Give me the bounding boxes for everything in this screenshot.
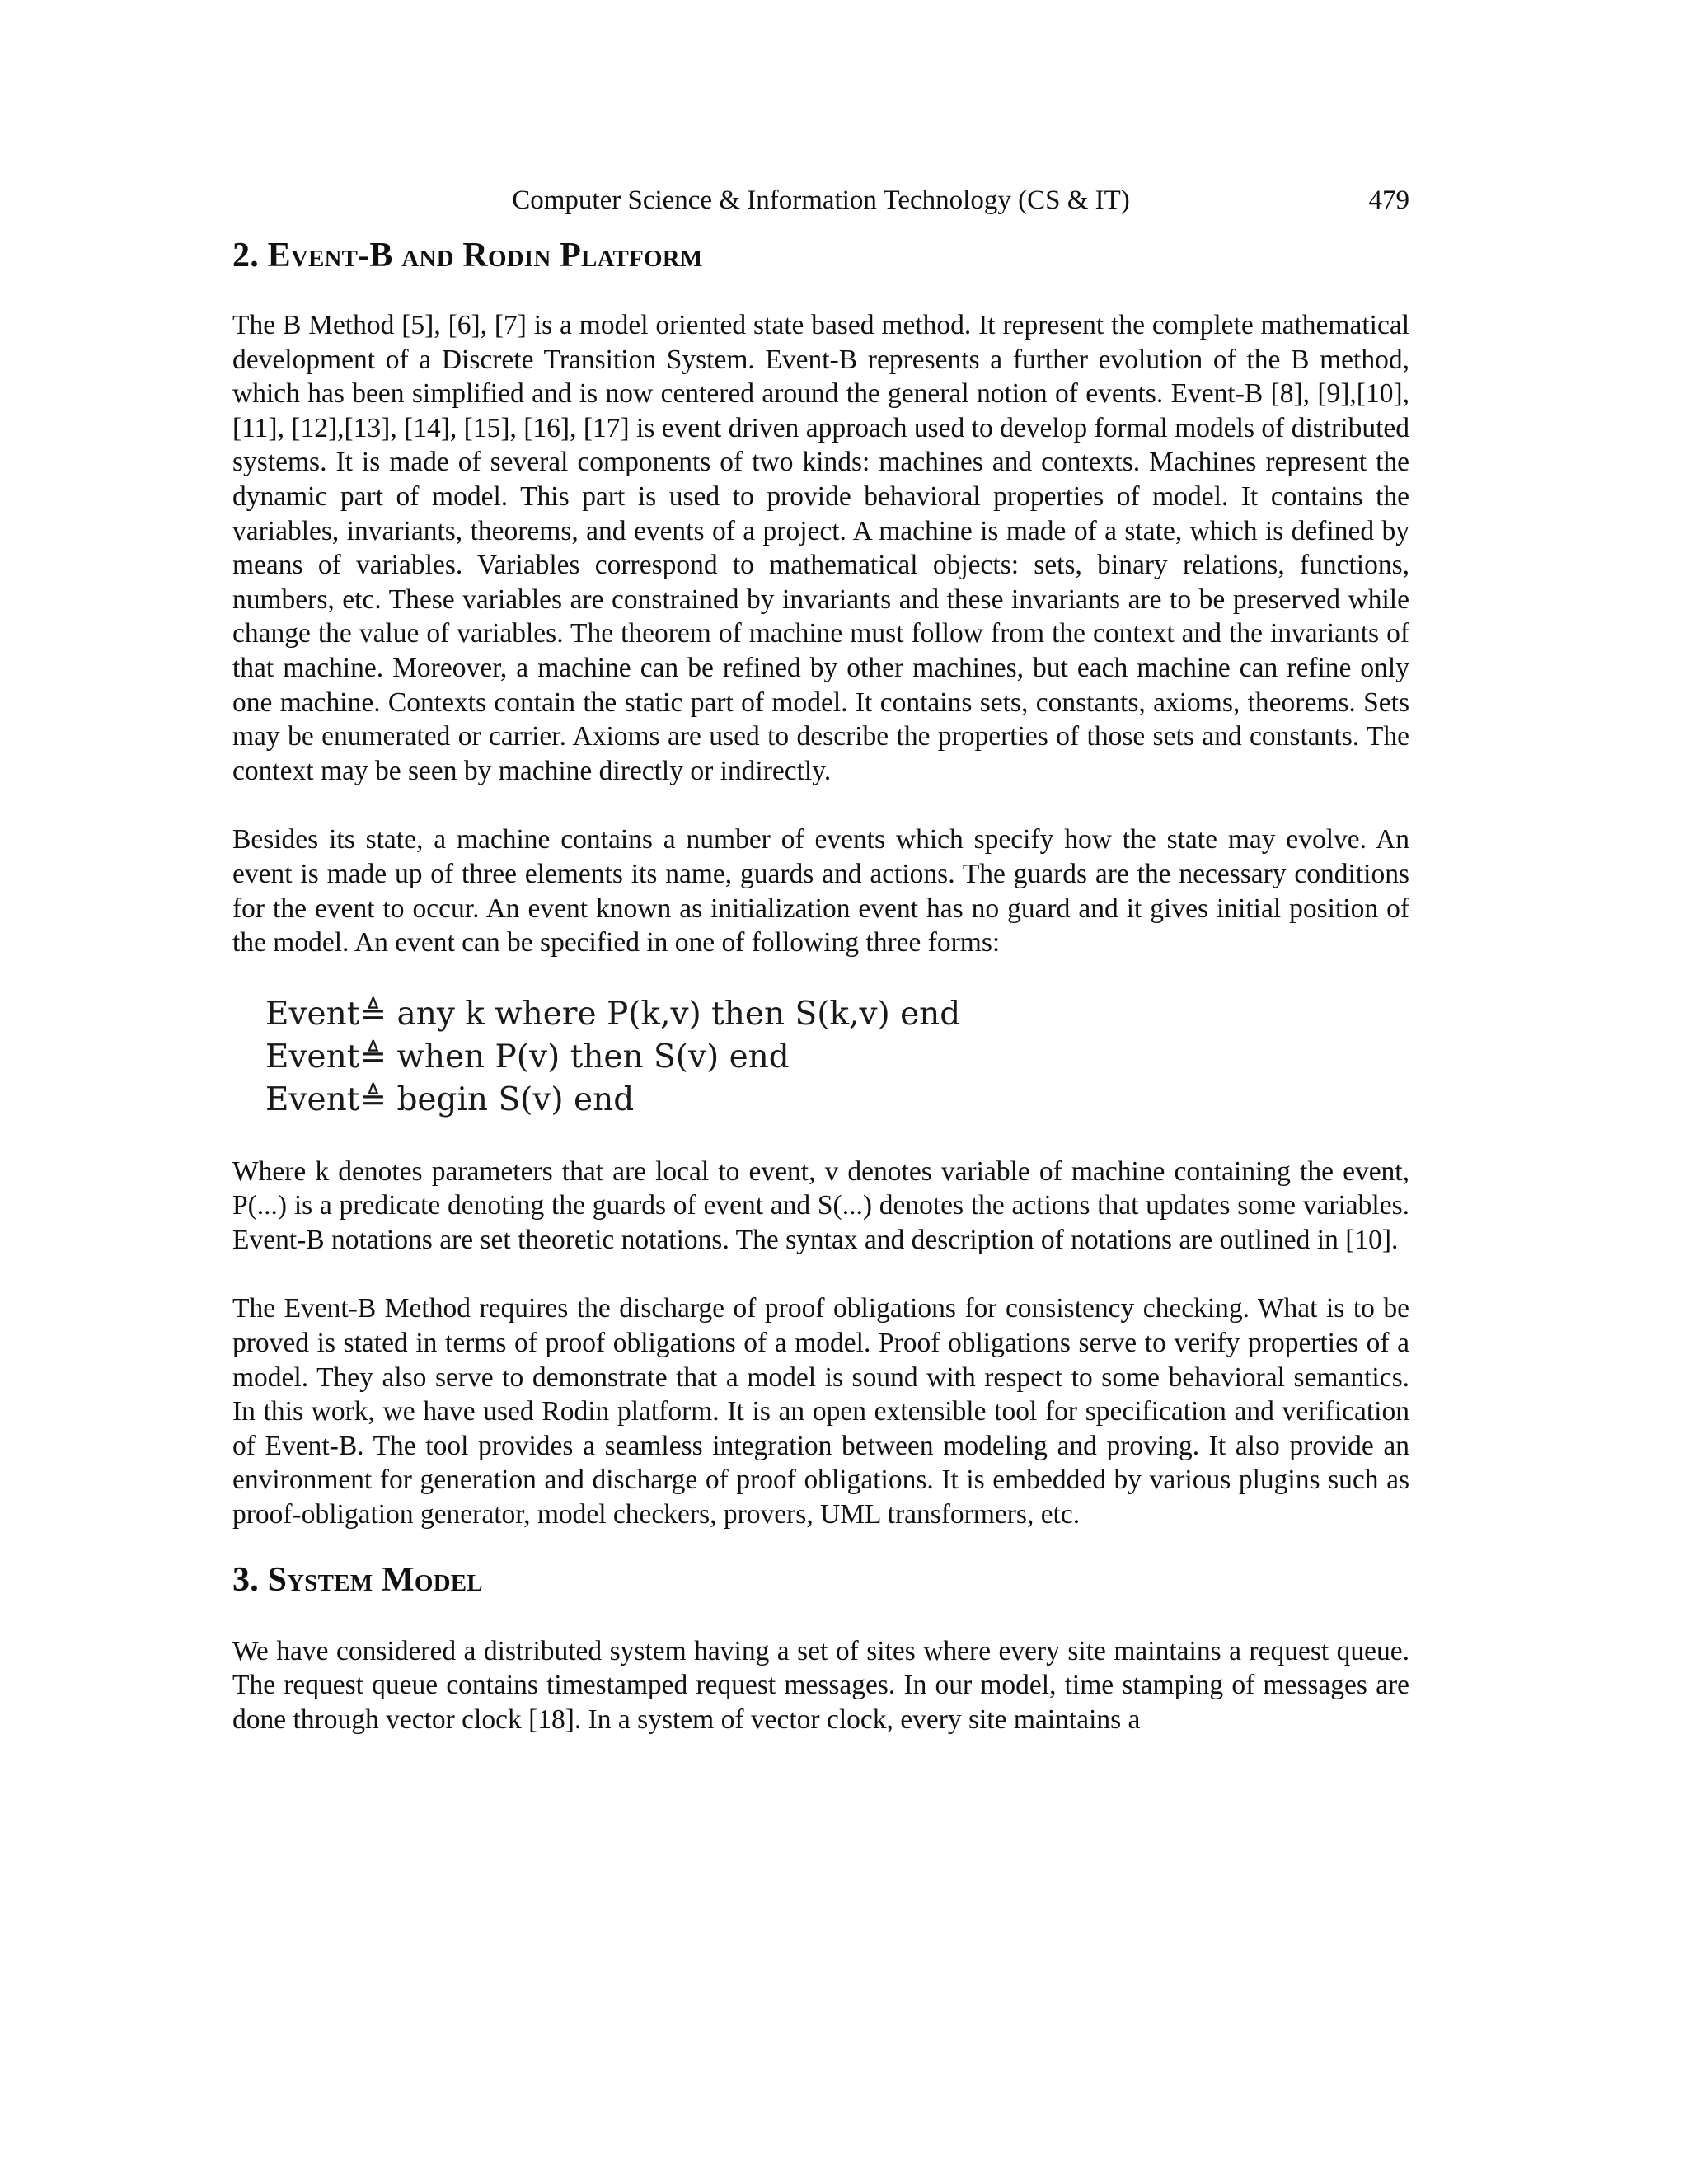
section-heading-system-model: 3. System Model (232, 1560, 483, 1599)
page-number: 479 (1368, 185, 1409, 215)
formula-begin: Event≜ begin S(v) end (265, 1080, 635, 1118)
running-header (232, 183, 1409, 218)
page-content (232, 231, 1409, 1736)
paragraph-machine-events: Besides its state, a machine contains a number of events which specify how the state may evolve. An event is made up of three elements its name, guards and actions. The guards are the necessary conditions for the event to occur. An event known as initialization event has no guard and it gives initial position of the model. An event can be specified in one of following three forms: (232, 824, 1409, 958)
paragraph-system-model: We have considered a distributed system having a set of sites where every site maintains a request queue. The request queue contains timestamped request messages. In our model, time stamping of messages are done through vector clock [18]. In a system of vector clock, every site maintains a (232, 1635, 1409, 1735)
journal-title: Computer Science & Information Technology (CS & IT) (512, 185, 1130, 215)
paragraph-proof-obligations: The Event-B Method requires the discharge of proof obligations for consistency checking. What is to be proved is stated in terms of proof obligations of a model. Proof obligations serve to verify properties of a model. They also serve to demonstrate that a model is sound with respect to some behavioral semantics. In this work, we have used Rodin platform. It is an open extensible tool for specification and verification of Event-B. The tool provides a seamless integration between modeling and proving. It also provide an environment for generation and discharge of proof obligations. It is embedded by various plugins such as proof-obligation generator, model checkers, provers, UML transformers, etc. (232, 1293, 1409, 1530)
formula-any: Event≜ any k where P(k,v) then S(k,v) end (265, 995, 961, 1033)
section-heading-event-b: 2. Event-B and Rodin Platform (232, 237, 703, 274)
paragraph-b-method: The B Method [5], [6], [7] is a model oriented state based method. It represent the complete mathematical development of a Discrete Transition System. Event-B represents a further evolution of the B method, which has been simplified and is now centered around the general notion of events. Event-B [8], [9],[10], [11], [12],[13], [14], [15], [16], [17] is event driven approach used to develop formal models of distributed systems. It is made of several components of two kinds: machines and contexts. Machines represent the dynamic part of model. This part is used to provide behavioral properties of model. It contains the variables, invariants, theorems, and events of a project. A machine is made of a state, which is defined by means of variables. Variables correspond to mathematical objects: sets, binary relations, functions, numbers, etc. These variables are constrained by invariants and these invariants are to be preserved while change the value of variables. The theorem of machine must follow from the context and the invariants of that machine. Moreover, a machine can be refined by other machines, but each machine can refine only one machine. Contexts contain the static part of model. It contains sets, constants, axioms, theorems. Sets may be enumerated or carrier. Axioms are used to describe the properties of those sets and constants. The context may be seen by machine directly or indirectly. (232, 310, 1409, 786)
paragraph-notation: Where k denotes parameters that are local to event, v denotes variable of machine containing the event, P(...) is a predicate denoting the guards of event and S(...) denotes the actions that updates some variables. Event-B notations are set theoretic notations. The syntax and description of notations are outlined in [10]. (232, 1155, 1409, 1255)
formula-when: Event≜ when P(v) then S(v) end (265, 1038, 790, 1076)
event-forms-formula (265, 993, 1409, 1122)
